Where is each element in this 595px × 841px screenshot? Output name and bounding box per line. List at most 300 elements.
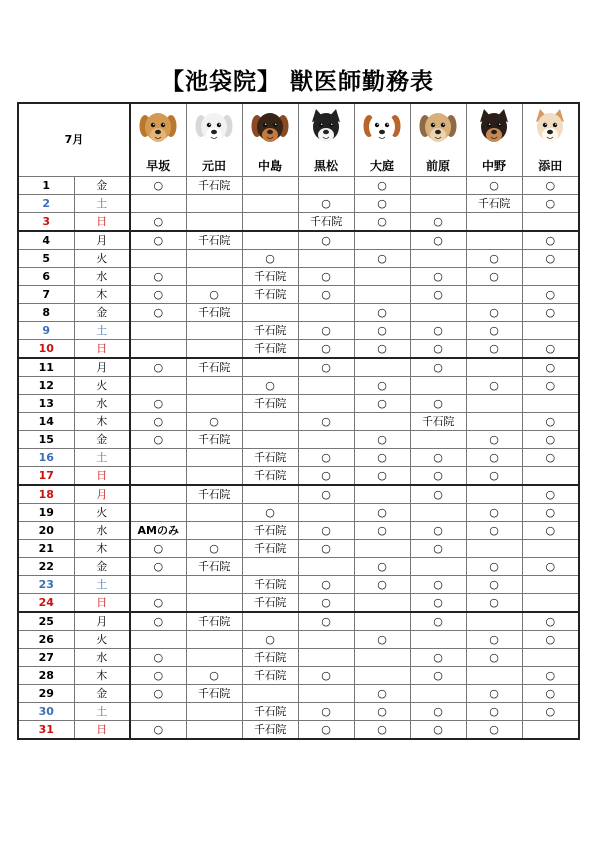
empty-cell xyxy=(354,286,410,304)
branch-duty-mark: 千石院 xyxy=(242,340,298,359)
weekday-cell: 日 xyxy=(74,721,130,740)
empty-cell xyxy=(466,213,522,232)
empty-cell xyxy=(186,649,242,667)
date-cell: 22 xyxy=(18,558,74,576)
branch-duty-mark: 千石院 xyxy=(186,431,242,449)
empty-cell xyxy=(354,413,410,431)
date-cell: 10 xyxy=(18,340,74,359)
empty-cell xyxy=(242,431,298,449)
weekday-cell: 火 xyxy=(74,504,130,522)
day-row xyxy=(18,667,579,685)
on-duty-mark: ○ xyxy=(130,286,186,304)
on-duty-mark: ○ xyxy=(298,195,354,213)
vet-header-4 xyxy=(298,103,354,177)
empty-cell xyxy=(186,322,242,340)
vet-name: 前原 xyxy=(425,159,450,173)
on-duty-mark: ○ xyxy=(298,703,354,721)
empty-cell xyxy=(410,377,466,395)
on-duty-mark: ○ xyxy=(354,576,410,594)
empty-cell xyxy=(522,576,579,594)
vet-header-8 xyxy=(522,103,579,177)
empty-cell xyxy=(186,631,242,649)
on-duty-mark: ○ xyxy=(130,721,186,740)
day-row xyxy=(18,322,579,340)
on-duty-mark: ○ xyxy=(130,594,186,613)
on-duty-mark: ○ xyxy=(242,631,298,649)
branch-duty-mark: 千石院 xyxy=(186,612,242,631)
weekday-cell: 金 xyxy=(74,558,130,576)
on-duty-mark: ○ xyxy=(354,195,410,213)
empty-cell xyxy=(522,213,579,232)
empty-cell xyxy=(354,612,410,631)
empty-cell xyxy=(242,195,298,213)
vet-name: 中島 xyxy=(257,159,282,173)
branch-duty-mark: 千石院 xyxy=(466,195,522,213)
on-duty-mark: ○ xyxy=(466,631,522,649)
date-cell: 6 xyxy=(18,268,74,286)
weekday-cell: 土 xyxy=(74,449,130,467)
day-row xyxy=(18,703,579,721)
empty-cell xyxy=(410,195,466,213)
on-duty-mark: ○ xyxy=(466,594,522,613)
empty-cell xyxy=(466,612,522,631)
on-duty-mark: ○ xyxy=(466,703,522,721)
empty-cell xyxy=(298,304,354,322)
empty-cell xyxy=(242,485,298,504)
on-duty-mark: ○ xyxy=(298,594,354,613)
on-duty-mark: ○ xyxy=(242,377,298,395)
on-duty-mark: ○ xyxy=(298,576,354,594)
empty-cell xyxy=(186,377,242,395)
day-row xyxy=(18,449,579,467)
on-duty-mark: ○ xyxy=(466,431,522,449)
on-duty-mark: ○ xyxy=(186,286,242,304)
empty-cell xyxy=(130,467,186,486)
on-duty-mark: ○ xyxy=(354,395,410,413)
on-duty-mark: ○ xyxy=(130,558,186,576)
empty-cell xyxy=(522,395,579,413)
weekday-cell: 土 xyxy=(74,703,130,721)
on-duty-mark: ○ xyxy=(298,286,354,304)
day-row xyxy=(18,395,579,413)
on-duty-mark: ○ xyxy=(354,522,410,540)
on-duty-mark: ○ xyxy=(298,413,354,431)
on-duty-mark: ○ xyxy=(410,340,466,359)
date-cell: 16 xyxy=(18,449,74,467)
on-duty-mark: ○ xyxy=(466,304,522,322)
on-duty-mark: ○ xyxy=(186,540,242,558)
on-duty-mark: ○ xyxy=(298,540,354,558)
on-duty-mark: ○ xyxy=(410,395,466,413)
white-maltese-icon xyxy=(195,108,233,148)
branch-duty-mark: 千石院 xyxy=(242,268,298,286)
date-cell: 20 xyxy=(18,522,74,540)
empty-cell xyxy=(354,485,410,504)
day-row xyxy=(18,540,579,558)
date-cell: 26 xyxy=(18,631,74,649)
branch-duty-mark: 千石院 xyxy=(242,576,298,594)
empty-cell xyxy=(410,431,466,449)
empty-cell xyxy=(298,631,354,649)
on-duty-mark: ○ xyxy=(410,612,466,631)
empty-cell xyxy=(522,594,579,613)
on-duty-mark: ○ xyxy=(522,358,579,377)
on-duty-mark: ○ xyxy=(522,449,579,467)
on-duty-mark: ○ xyxy=(354,703,410,721)
month-label: 7月 xyxy=(18,103,130,177)
date-cell: 25 xyxy=(18,612,74,631)
on-duty-mark: ○ xyxy=(522,685,579,703)
day-row xyxy=(18,685,579,703)
date-cell: 8 xyxy=(18,304,74,322)
vet-name: 添田 xyxy=(538,159,563,173)
day-row xyxy=(18,268,579,286)
on-duty-mark: ○ xyxy=(298,358,354,377)
weekday-cell: 月 xyxy=(74,612,130,631)
date-cell: 12 xyxy=(18,377,74,395)
on-duty-mark: ○ xyxy=(130,358,186,377)
empty-cell xyxy=(242,304,298,322)
empty-cell xyxy=(130,576,186,594)
empty-cell xyxy=(298,558,354,576)
date-cell: 7 xyxy=(18,286,74,304)
on-duty-mark: ○ xyxy=(130,413,186,431)
on-duty-mark: ○ xyxy=(522,522,579,540)
on-duty-mark: ○ xyxy=(354,721,410,740)
empty-cell xyxy=(130,631,186,649)
on-duty-mark: ○ xyxy=(410,485,466,504)
vet-header-5 xyxy=(354,103,410,177)
empty-cell xyxy=(186,467,242,486)
on-duty-mark: ○ xyxy=(130,231,186,250)
on-duty-mark: ○ xyxy=(410,667,466,685)
on-duty-mark: ○ xyxy=(354,431,410,449)
empty-cell xyxy=(354,667,410,685)
shiba-icon xyxy=(531,108,569,148)
weekday-cell: 日 xyxy=(74,213,130,232)
branch-duty-mark: 千石院 xyxy=(242,467,298,486)
day-row xyxy=(18,413,579,431)
on-duty-mark: ○ xyxy=(130,213,186,232)
empty-cell xyxy=(186,594,242,613)
page-title: 【池袋院】 獣医師勤務表 xyxy=(160,69,434,95)
empty-cell xyxy=(466,358,522,377)
schedule-table xyxy=(17,102,580,740)
empty-cell xyxy=(354,649,410,667)
on-duty-mark: ○ xyxy=(354,340,410,359)
day-row xyxy=(18,250,579,268)
on-duty-mark: ○ xyxy=(522,667,579,685)
on-duty-mark: ○ xyxy=(298,522,354,540)
weekday-cell: 日 xyxy=(74,594,130,613)
vet-name: 大庭 xyxy=(369,159,394,173)
branch-duty-mark: 千石院 xyxy=(242,594,298,613)
on-duty-mark: ○ xyxy=(354,449,410,467)
date-cell: 28 xyxy=(18,667,74,685)
on-duty-mark: ○ xyxy=(410,522,466,540)
on-duty-mark: ○ xyxy=(354,177,410,195)
empty-cell xyxy=(410,250,466,268)
on-duty-mark: ○ xyxy=(522,377,579,395)
empty-cell xyxy=(466,286,522,304)
day-row xyxy=(18,576,579,594)
branch-duty-mark: 千石院 xyxy=(242,322,298,340)
on-duty-mark: ○ xyxy=(466,377,522,395)
empty-cell xyxy=(242,358,298,377)
on-duty-mark: ○ xyxy=(466,649,522,667)
weekday-cell: 水 xyxy=(74,268,130,286)
empty-cell xyxy=(242,685,298,703)
golden-puppy-icon xyxy=(139,108,177,148)
on-duty-mark: ○ xyxy=(466,322,522,340)
on-duty-mark: ○ xyxy=(298,231,354,250)
on-duty-mark: ○ xyxy=(354,504,410,522)
dachshund-icon xyxy=(251,108,289,148)
on-duty-mark: ○ xyxy=(466,558,522,576)
on-duty-mark: ○ xyxy=(466,340,522,359)
weekday-cell: 火 xyxy=(74,250,130,268)
on-duty-mark: ○ xyxy=(522,413,579,431)
date-cell: 24 xyxy=(18,594,74,613)
on-duty-mark: ○ xyxy=(130,649,186,667)
branch-duty-mark: 千石院 xyxy=(242,449,298,467)
on-duty-mark: ○ xyxy=(298,322,354,340)
vet-header-3 xyxy=(242,103,298,177)
branch-duty-mark: 千石院 xyxy=(186,558,242,576)
chihuahua-icon xyxy=(475,108,513,148)
date-cell: 31 xyxy=(18,721,74,740)
empty-cell xyxy=(130,504,186,522)
on-duty-mark: ○ xyxy=(354,377,410,395)
weekday-cell: 木 xyxy=(74,540,130,558)
weekday-cell: 火 xyxy=(74,377,130,395)
weekday-cell: 木 xyxy=(74,667,130,685)
header-row xyxy=(18,103,579,177)
date-cell: 3 xyxy=(18,213,74,232)
on-duty-mark: ○ xyxy=(130,685,186,703)
weekday-cell: 月 xyxy=(74,231,130,250)
date-cell: 1 xyxy=(18,177,74,195)
on-duty-mark: ○ xyxy=(410,286,466,304)
on-duty-mark: ○ xyxy=(522,631,579,649)
on-duty-mark: ○ xyxy=(466,721,522,740)
on-duty-mark: ○ xyxy=(522,612,579,631)
on-duty-mark: ○ xyxy=(522,250,579,268)
empty-cell xyxy=(242,558,298,576)
branch-duty-mark: 千石院 xyxy=(186,177,242,195)
empty-cell xyxy=(242,231,298,250)
weekday-cell: 木 xyxy=(74,286,130,304)
branch-duty-mark: 千石院 xyxy=(410,413,466,431)
empty-cell xyxy=(522,540,579,558)
vet-name: 元田 xyxy=(201,159,226,173)
empty-cell xyxy=(186,268,242,286)
on-duty-mark: ○ xyxy=(522,304,579,322)
on-duty-mark: ○ xyxy=(242,250,298,268)
empty-cell xyxy=(410,177,466,195)
empty-cell xyxy=(186,721,242,740)
weekday-cell: 金 xyxy=(74,177,130,195)
french-bulldog-icon xyxy=(307,108,345,148)
on-duty-mark: ○ xyxy=(522,558,579,576)
empty-cell xyxy=(186,340,242,359)
on-duty-mark: ○ xyxy=(466,449,522,467)
on-duty-mark: ○ xyxy=(130,612,186,631)
on-duty-mark: ○ xyxy=(298,721,354,740)
weekday-cell: 火 xyxy=(74,631,130,649)
empty-cell xyxy=(242,177,298,195)
day-row xyxy=(18,286,579,304)
on-duty-mark: ○ xyxy=(466,685,522,703)
branch-duty-mark: 千石院 xyxy=(242,540,298,558)
branch-duty-mark: 千石院 xyxy=(186,485,242,504)
weekday-cell: 土 xyxy=(74,195,130,213)
day-row xyxy=(18,485,579,504)
day-row xyxy=(18,612,579,631)
empty-cell xyxy=(522,721,579,740)
empty-cell xyxy=(186,449,242,467)
empty-cell xyxy=(242,213,298,232)
empty-cell xyxy=(410,304,466,322)
on-duty-mark: ○ xyxy=(410,231,466,250)
on-duty-mark: ○ xyxy=(410,213,466,232)
empty-cell xyxy=(410,631,466,649)
empty-cell xyxy=(466,667,522,685)
vet-header-6 xyxy=(410,103,466,177)
vet-name: 黒松 xyxy=(313,159,338,173)
on-duty-mark: ○ xyxy=(410,358,466,377)
on-duty-mark: ○ xyxy=(354,322,410,340)
empty-cell xyxy=(466,395,522,413)
date-cell: 9 xyxy=(18,322,74,340)
empty-cell xyxy=(186,522,242,540)
on-duty-mark: ○ xyxy=(522,703,579,721)
empty-cell xyxy=(186,504,242,522)
branch-duty-mark: 千石院 xyxy=(242,703,298,721)
on-duty-mark: ○ xyxy=(522,231,579,250)
empty-cell xyxy=(410,558,466,576)
on-duty-mark: ○ xyxy=(130,667,186,685)
on-duty-mark: ○ xyxy=(466,522,522,540)
on-duty-mark: ○ xyxy=(354,558,410,576)
on-duty-mark: ○ xyxy=(466,504,522,522)
weekday-cell: 日 xyxy=(74,467,130,486)
branch-duty-mark: 千石院 xyxy=(186,304,242,322)
on-duty-mark: ○ xyxy=(130,395,186,413)
branch-duty-mark: 千石院 xyxy=(242,522,298,540)
empty-cell xyxy=(466,231,522,250)
empty-cell xyxy=(298,504,354,522)
on-duty-mark: ○ xyxy=(130,268,186,286)
day-row xyxy=(18,558,579,576)
on-duty-mark: ○ xyxy=(354,250,410,268)
vet-header-7 xyxy=(466,103,522,177)
day-row xyxy=(18,304,579,322)
on-duty-mark: ○ xyxy=(466,467,522,486)
on-duty-mark: ○ xyxy=(466,268,522,286)
empty-cell xyxy=(130,703,186,721)
on-duty-mark: ○ xyxy=(466,250,522,268)
on-duty-mark: ○ xyxy=(354,304,410,322)
branch-duty-mark: 千石院 xyxy=(242,395,298,413)
weekday-cell: 金 xyxy=(74,304,130,322)
on-duty-mark: ○ xyxy=(354,213,410,232)
empty-cell xyxy=(186,213,242,232)
weekday-cell: 土 xyxy=(74,576,130,594)
empty-cell xyxy=(466,540,522,558)
empty-cell xyxy=(410,685,466,703)
on-duty-mark: ○ xyxy=(298,467,354,486)
empty-cell xyxy=(242,612,298,631)
on-duty-mark: ○ xyxy=(410,649,466,667)
on-duty-mark: ○ xyxy=(466,576,522,594)
vet-name: 中野 xyxy=(481,159,506,173)
date-cell: 11 xyxy=(18,358,74,377)
empty-cell xyxy=(354,268,410,286)
on-duty-mark: ○ xyxy=(354,685,410,703)
yorkie-icon xyxy=(419,108,457,148)
empty-cell xyxy=(130,377,186,395)
branch-duty-mark: 千石院 xyxy=(242,721,298,740)
empty-cell xyxy=(354,540,410,558)
vet-name: 早坂 xyxy=(146,159,171,173)
weekday-cell: 水 xyxy=(74,395,130,413)
weekday-cell: 水 xyxy=(74,649,130,667)
on-duty-mark: ○ xyxy=(410,576,466,594)
empty-cell xyxy=(130,449,186,467)
empty-cell xyxy=(298,250,354,268)
on-duty-mark: ○ xyxy=(186,667,242,685)
on-duty-mark: ○ xyxy=(130,540,186,558)
date-cell: 30 xyxy=(18,703,74,721)
on-duty-mark: ○ xyxy=(354,467,410,486)
vet-header-1 xyxy=(130,103,186,177)
empty-cell xyxy=(186,195,242,213)
date-cell: 4 xyxy=(18,231,74,250)
on-duty-mark: ○ xyxy=(186,413,242,431)
weekday-cell: 土 xyxy=(74,322,130,340)
on-duty-mark: ○ xyxy=(298,485,354,504)
empty-cell xyxy=(130,485,186,504)
empty-cell xyxy=(354,231,410,250)
day-row xyxy=(18,377,579,395)
branch-duty-mark: 千石院 xyxy=(186,358,242,377)
date-cell: 29 xyxy=(18,685,74,703)
branch-duty-mark: 千石院 xyxy=(242,667,298,685)
on-duty-mark: ○ xyxy=(410,467,466,486)
on-duty-mark: ○ xyxy=(298,612,354,631)
day-row xyxy=(18,177,579,195)
day-row xyxy=(18,594,579,613)
branch-duty-mark: 千石院 xyxy=(298,213,354,232)
branch-duty-mark: 千石院 xyxy=(242,649,298,667)
empty-cell xyxy=(522,467,579,486)
on-duty-mark: ○ xyxy=(410,268,466,286)
empty-cell xyxy=(186,250,242,268)
empty-cell xyxy=(522,322,579,340)
day-row xyxy=(18,340,579,359)
empty-cell xyxy=(522,268,579,286)
on-duty-mark: ○ xyxy=(410,703,466,721)
day-row xyxy=(18,358,579,377)
weekday-cell: 月 xyxy=(74,358,130,377)
on-duty-mark: ○ xyxy=(298,340,354,359)
date-cell: 5 xyxy=(18,250,74,268)
day-row xyxy=(18,522,579,540)
empty-cell xyxy=(354,358,410,377)
empty-cell xyxy=(410,504,466,522)
empty-cell xyxy=(298,431,354,449)
